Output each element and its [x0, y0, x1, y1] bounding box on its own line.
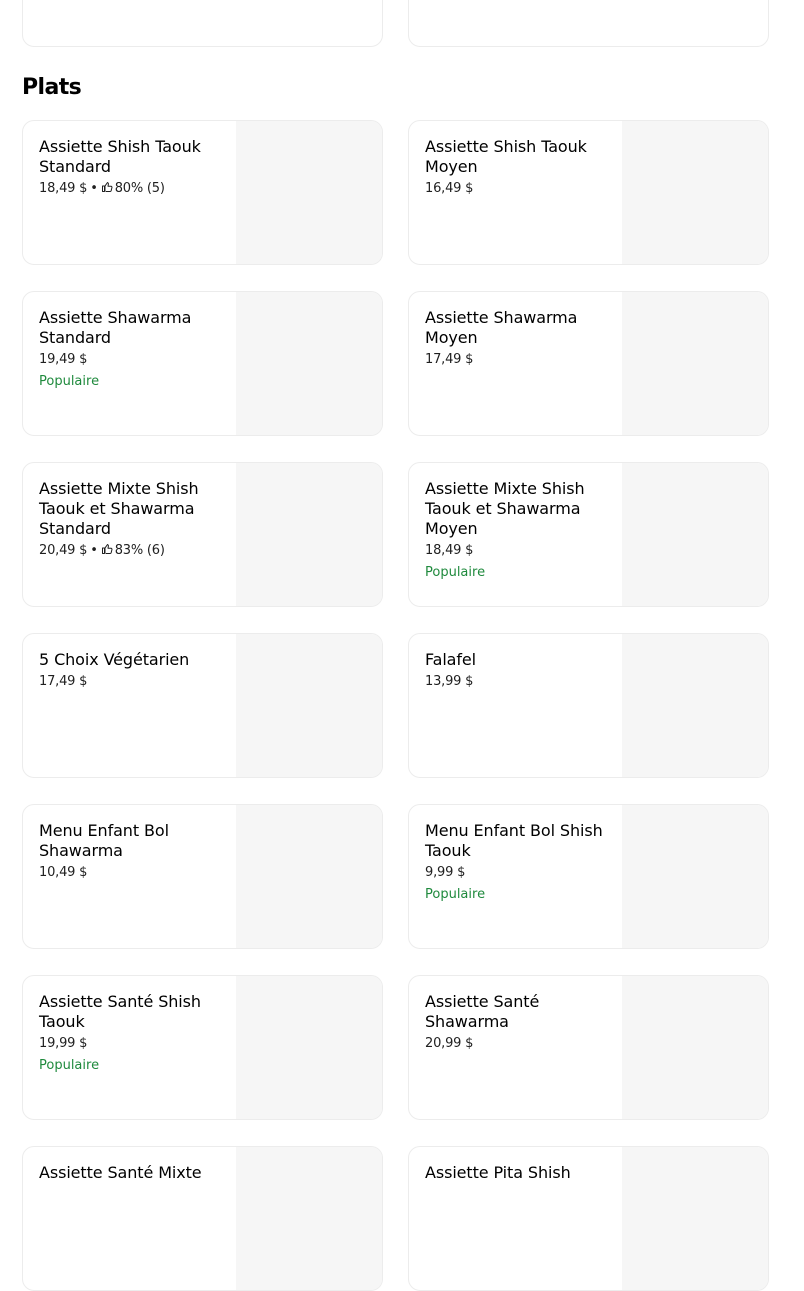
- menu-item-name: 5 Choix Végétarien: [39, 650, 190, 669]
- menu-item-card[interactable]: [22, 462, 383, 607]
- menu-item-info: [39, 1163, 221, 1183]
- meta-separator: •: [90, 181, 98, 196]
- menu-item-price: 9,99 $: [425, 865, 466, 880]
- menu-item-card[interactable]: [408, 120, 769, 265]
- menu-item-card[interactable]: [408, 462, 769, 607]
- menu-item-meta: [39, 864, 221, 882]
- menu-item-meta: [39, 1035, 221, 1053]
- menu-item-price: 16,49 $: [425, 181, 474, 196]
- menu-item-price: 20,49 $: [39, 543, 88, 558]
- menu-item-name: Assiette Shish Taouk Standard: [39, 137, 201, 176]
- menu-item-meta: [425, 351, 607, 369]
- menu-item-price: 20,99 $: [425, 1036, 474, 1051]
- menu-item-name: Assiette Santé Mixte: [39, 1163, 202, 1182]
- menu-item-image: [622, 805, 768, 948]
- menu-item-image: [236, 121, 382, 264]
- menu-item-image: [622, 1147, 768, 1290]
- menu-item-image: [236, 805, 382, 948]
- section-title: Plats: [22, 75, 82, 100]
- menu-item-image: [236, 1147, 382, 1290]
- menu-item-image: [622, 292, 768, 435]
- menu-item-meta: [425, 864, 607, 882]
- menu-item-image: [236, 634, 382, 777]
- menu-item-image: [236, 292, 382, 435]
- menu-item-name: Menu Enfant Bol Shawarma: [39, 821, 169, 860]
- menu-item-card[interactable]: [22, 291, 383, 436]
- menu-item-meta: [39, 351, 221, 369]
- menu-item-price: 10,49 $: [39, 865, 88, 880]
- menu-item-info: [39, 137, 221, 198]
- menu-item-info: [39, 821, 221, 882]
- menu-item-price: 18,49 $: [39, 181, 88, 196]
- menu-item-info: [425, 650, 607, 691]
- menu-item-card-partial-left[interactable]: [22, 0, 383, 47]
- menu-item-price: 13,99 $: [425, 674, 474, 689]
- menu-item-image: [622, 463, 768, 606]
- popular-badge: Populaire: [425, 565, 486, 580]
- menu-item-meta: [39, 542, 221, 560]
- menu-item-image: [622, 976, 768, 1119]
- menu-item-card[interactable]: [408, 291, 769, 436]
- menu-item-card[interactable]: [22, 975, 383, 1120]
- menu-item-name: Falafel: [425, 650, 477, 669]
- menu-item-name: Assiette Shawarma Standard: [39, 308, 192, 347]
- menu-item-name: Assiette Santé Shish Taouk: [39, 992, 201, 1031]
- thumbs-up-icon: [101, 543, 113, 555]
- menu-item-meta: [425, 673, 607, 691]
- popular-badge: Populaire: [39, 374, 100, 389]
- popular-badge: Populaire: [425, 887, 486, 902]
- menu-item-image: [622, 634, 768, 777]
- menu-item-card-partial-right[interactable]: [408, 0, 769, 47]
- thumbs-up-icon: [101, 181, 113, 193]
- menu-item-name: Assiette Mixte Shish Taouk et Shawarma Moyen: [425, 479, 585, 538]
- menu-item-card[interactable]: [22, 633, 383, 778]
- menu-item-price: 18,49 $: [425, 543, 474, 558]
- menu-item-info: [425, 992, 607, 1053]
- menu-item-info: [39, 308, 221, 391]
- menu-item-info: [425, 821, 607, 904]
- meta-separator: •: [90, 543, 98, 558]
- menu-item-image: [236, 463, 382, 606]
- menu-item-price: 17,49 $: [425, 352, 474, 367]
- menu-item-info: [39, 650, 221, 691]
- menu-item-info: [39, 992, 221, 1075]
- menu-item-card[interactable]: [22, 804, 383, 949]
- menu-item-name: Assiette Shish Taouk Moyen: [425, 137, 587, 176]
- menu-item-card[interactable]: [408, 1146, 769, 1291]
- menu-item-card[interactable]: [408, 633, 769, 778]
- menu-item-price: 19,49 $: [39, 352, 88, 367]
- popular-badge: Populaire: [39, 1058, 100, 1073]
- menu-item-name: Assiette Shawarma Moyen: [425, 308, 578, 347]
- menu-item-name: Assiette Santé Shawarma: [425, 992, 540, 1031]
- menu-item-meta: [39, 180, 221, 198]
- menu-item-card[interactable]: [22, 1146, 383, 1291]
- menu-item-image: [622, 121, 768, 264]
- menu-item-name: Assiette Pita Shish: [425, 1163, 571, 1182]
- menu-item-meta: [425, 180, 607, 198]
- menu-item-card[interactable]: [22, 120, 383, 265]
- menu-item-card[interactable]: [408, 804, 769, 949]
- menu-item-info: [425, 137, 607, 198]
- menu-item-card[interactable]: [408, 975, 769, 1120]
- menu-item-rating: 80% (5): [114, 181, 165, 196]
- menu-item-rating: 83% (6): [114, 543, 165, 558]
- menu-item-info: [425, 1163, 607, 1183]
- menu-item-name: Menu Enfant Bol Shish Taouk: [425, 821, 603, 860]
- menu-item-name: Assiette Mixte Shish Taouk et Shawarma Standard: [39, 479, 199, 538]
- menu-item-meta: [425, 542, 607, 560]
- menu-item-info: [425, 308, 607, 369]
- menu-item-info: [39, 479, 221, 560]
- menu-item-meta: [39, 673, 221, 691]
- menu-item-price: 17,49 $: [39, 674, 88, 689]
- menu-item-image: [236, 976, 382, 1119]
- menu-item-info: [425, 479, 607, 582]
- menu-item-meta: [425, 1035, 607, 1053]
- menu-item-price: 19,99 $: [39, 1036, 88, 1051]
